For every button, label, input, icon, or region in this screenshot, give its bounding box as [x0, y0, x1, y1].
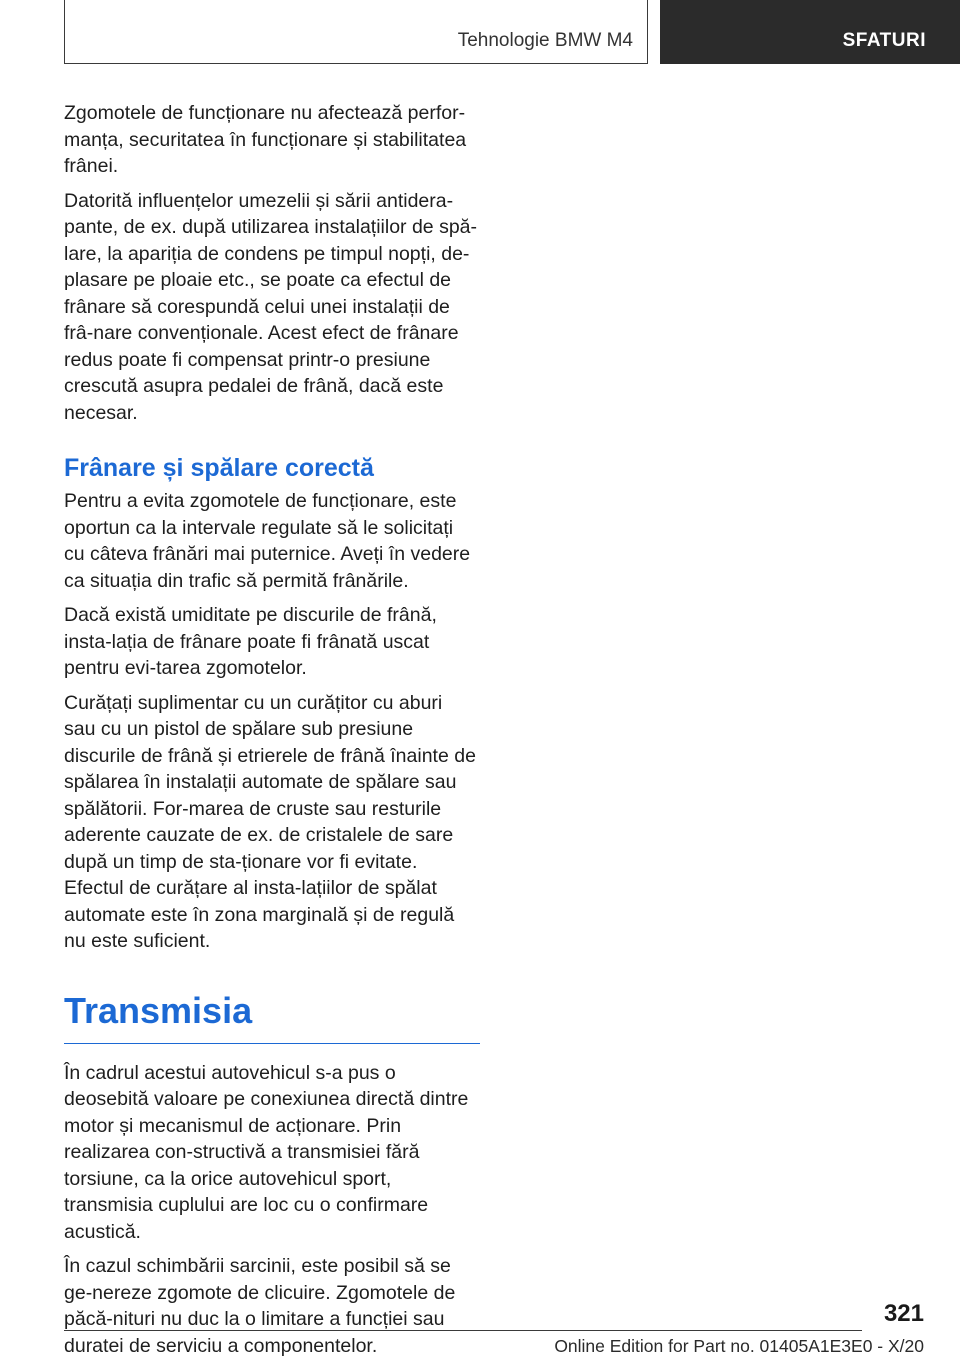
chapter-spacer: [64, 1044, 478, 1060]
page-number: 321: [883, 1300, 924, 1327]
chapter-heading: Transmisia: [64, 989, 480, 1044]
intro-paragraph-2: Datorită influențelor umezelii și sării antidera-pante, de ex. după utilizarea instalațiilor de spă-lare, la apariția de condens pe timpul nopți, de-plasare pe ploaie etc., se poate ca efectul de frânare să corespundă celui unei instalații de frâ-nare convenționale. Acest efect de frânare redus poate fi compensat printr-o presiune crescută asupra pedalei de frână, dacă este necesar.: [64, 189, 478, 424]
header-frame: [64, 0, 648, 64]
section-heading: Frânare și spălare corectă: [64, 454, 374, 482]
page-content: [64, 100, 478, 1367]
section-paragraph-2: Dacă există umiditate pe discurile de frână, insta-lația de frânare poate fi frânată uscat pentru evi-tarea zgomotelor.: [64, 604, 437, 679]
chapter-paragraph-1: În cadrul acestui autovehicul s-a pus o deosebită valoare pe conexiunea directă dintre motor și mecanismul de acționare. Prin realizarea con-structivă a transmisiei fără torsiune, ca la orice autovehicul sport, transmisia cuplului are loc cu o confirmare acustică.: [64, 1061, 469, 1243]
footer-edition: Online Edition for Part no. 01405A1E3E0 - X/20: [554, 1336, 924, 1356]
chapter-paragraph-2: În cazul schimbării sarcinii, este posibil să se ge-nereze zgomote de clicuire. Zgomotele de păcă-nituri nu duc la o limitare a funcției sau duratei de serviciu a componentelor.: [64, 1255, 456, 1357]
footer-divider: [64, 1330, 862, 1331]
section-paragraph-3: Curățați suplimentar cu un curățitor cu aburi sau cu un pistol de spălare sub presiune discurile de frână și etrierele de frână înainte de spălarea în instalații automate de spălare sau spălătorii. For-marea de cruste sau resturile aderente cauzate de ex. de cristalele de sare după un timp de sta-ționare vor fi evitate. Efectul de curățare al insta-lațiilor de spălat automate este în zona marginală și de regulă nu este suficient.: [64, 691, 476, 952]
intro-paragraph-1: Zgomotele de funcționare nu afectează perfor-manța, securitatea în funcționare și stabilitatea frânei.: [64, 102, 467, 177]
section-paragraph-1: Pentru a evita zgomotele de funcționare, este oportun ca la intervale regulate să le solicitați cu câteva frânări mai puternice. Aveți în vedere ca situația din trafic să permită frânările.: [64, 490, 471, 592]
section-tab: [660, 0, 960, 64]
section-tab-label: SFATURI: [842, 30, 926, 51]
header-title: Tehnologie BMW M4: [457, 30, 633, 51]
